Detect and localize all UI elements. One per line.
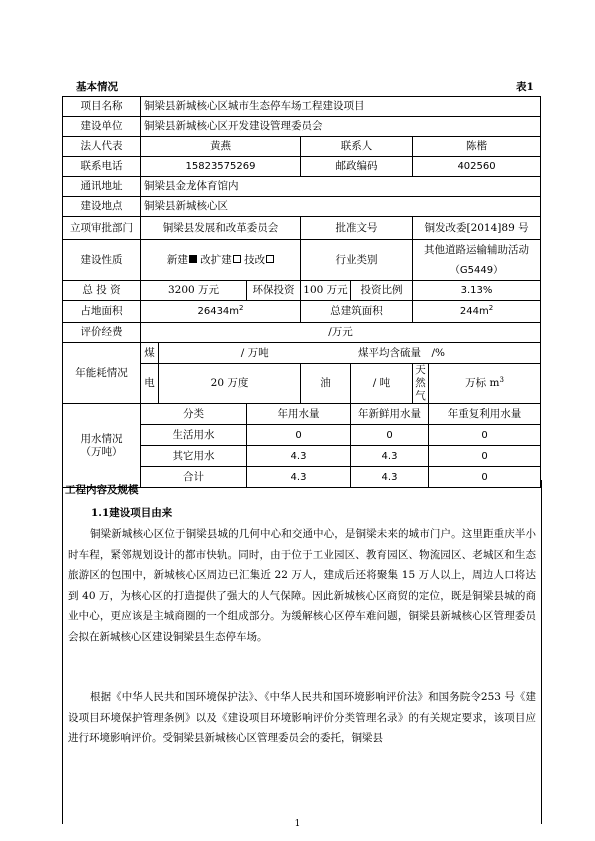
row-unit [63, 117, 541, 137]
unit-value: 铜梁县新城核心区开发建设管理委员会 [141, 117, 541, 137]
industry-value [413, 240, 541, 281]
water-fresh: 4.3 [351, 467, 429, 488]
water-annual: 0 [247, 425, 351, 446]
env-invest-value: 100 万元 [301, 281, 351, 301]
area-value [141, 301, 301, 323]
area-number: 26434m [197, 306, 240, 317]
sulfur-value: /% [429, 343, 541, 364]
water-annual: 4.3 [247, 467, 351, 488]
page-number: 1 [294, 819, 301, 829]
water-reuse: 0 [429, 467, 541, 488]
water-header-reuse: 年重复利用水量 [429, 404, 541, 425]
approval-doc-label: 批准文号 [301, 217, 413, 240]
industry-value-line2: （G5449） [449, 264, 504, 276]
row-site [63, 197, 541, 217]
contact-value: 陈楷 [413, 137, 541, 157]
project-name-value: 铜梁县新城核心区城市生态停车场工程建设项目 [141, 97, 541, 117]
floor-area-number: 244m [459, 306, 489, 317]
water-reuse: 0 [429, 446, 541, 467]
env-invest-label: 环保投资 [247, 281, 301, 301]
subsection-title: 1.1建设项目由来 [91, 507, 173, 519]
row-energy-coal [63, 343, 541, 364]
gas-unit-sup: 3 [499, 376, 504, 384]
legal-rep-value: 黄燕 [141, 137, 301, 157]
site-value: 铜梁县新城核心区 [141, 197, 541, 217]
project-name-label: 项目名称 [63, 97, 141, 117]
ratio-label: 投资比例 [351, 281, 413, 301]
nature-options [141, 240, 301, 281]
unit-label: 建设单位 [63, 117, 141, 137]
elec-value: 20 万度 [159, 364, 301, 404]
legal-rep-label: 法人代表 [63, 137, 141, 157]
table-number: 表1 [516, 81, 534, 93]
water-fresh: 4.3 [351, 446, 429, 467]
row-water-header [63, 404, 541, 425]
row-phone [63, 157, 541, 177]
water-fresh: 0 [351, 425, 429, 446]
oil-label: 油 [301, 364, 351, 404]
nature-tech-label: 技改 [244, 253, 266, 266]
water-category: 合计 [141, 467, 247, 488]
water-category: 其它用水 [141, 446, 247, 467]
approval-dept-value: 铜梁县发展和改革委员会 [141, 217, 301, 240]
row-legal-rep [63, 137, 541, 157]
eval-fee-label: 评价经费 [63, 323, 141, 343]
investment-value: 3200 万元 [141, 281, 247, 301]
water-header-category: 分类 [141, 404, 247, 425]
coal-label: 煤 [141, 343, 159, 364]
area-label: 占地面积 [63, 301, 141, 323]
basic-info-table [62, 96, 541, 488]
coal-value: / 万吨 [159, 343, 351, 364]
gas-number: 万标 m [465, 377, 500, 389]
row-approval [63, 217, 541, 240]
area-unit-sup: 2 [239, 304, 244, 312]
nature-expand-label: 改扩建 [200, 253, 232, 266]
section-header-title: 基本情况 [76, 81, 118, 93]
ratio-value: 3.13% [413, 281, 541, 301]
row-project-name [63, 97, 541, 117]
phone-label: 联系电话 [63, 157, 141, 177]
address-value: 铜梁县金龙体育馆内 [141, 177, 541, 197]
water-label-line2: （万吨） [80, 445, 123, 458]
paragraph-origin: 铜梁新城核心区位于铜梁县城的几何中心和交通中心，是铜梁未来的城市门户。这里距重庆半小时车程，紧邻规划设计的都市快轨。同时，由于位于工业园区、教育园区、物流园区、老城区和生态旅游区的包围中，新城核心区周边已汇集近 22 万人，建成后还将聚集 15 万人以上，周边人口将达到 40 万，为核心区的打造提供了强大的人气保障。因此新城核心区商贸的定位，既是铜梁县城的商业中心，更应该是主城商圈的一个组成部分。为缓解核心区停车难问题，铜梁县新城核心区管理委员会拟在新城核心区建设铜梁县生态停车场。 [68, 528, 536, 643]
section-title: 工程内容及规模 [65, 484, 139, 496]
project-content-section [62, 480, 542, 824]
water-reuse: 0 [429, 425, 541, 446]
gas-value [429, 364, 541, 404]
investment-label: 总 投 资 [63, 281, 141, 301]
nature-new-label: 新建 [166, 253, 188, 266]
industry-value-line1: 其他道路运输辅助活动 [424, 243, 530, 256]
postcode-value: 402560 [413, 157, 541, 177]
phone-value: 15823575269 [141, 157, 301, 177]
checkbox-filled-icon [189, 255, 197, 263]
gas-label: 天然气 [413, 364, 429, 404]
oil-value: / 吨 [351, 364, 413, 404]
water-annual: 4.3 [247, 446, 351, 467]
contact-label: 联系人 [301, 137, 413, 157]
approval-dept-label: 立项审批部门 [63, 217, 141, 240]
eval-fee-value: /万元 [141, 323, 541, 343]
water-header-fresh: 年新鲜用水量 [351, 404, 429, 425]
industry-label: 行业类别 [301, 240, 413, 281]
floor-area-label: 总建筑面积 [301, 301, 413, 323]
water-label-line1: 用水情况 [80, 432, 123, 445]
checkbox-empty-icon [266, 255, 274, 263]
water-header-annual: 年用水量 [247, 404, 351, 425]
paragraph-legal-basis: 根据《中华人民共和国环境保护法》、《中华人民共和国环境影响评价法》和国务院令253 号《建设项目环境保护管理条例》以及《建设项目环境影响评价分类管理名录》的有关规定要求，该项目应进行环境影响评价。受铜梁县新城核心区管理委员会的委托，铜梁县 [68, 691, 536, 745]
floor-area-unit-sup: 2 [488, 304, 494, 312]
site-label: 建设地点 [63, 197, 141, 217]
row-investment [63, 281, 541, 301]
approval-doc-value: 铜发改委[2014]89 号 [413, 217, 541, 240]
energy-label: 年能耗情况 [63, 343, 141, 404]
row-area [63, 301, 541, 323]
nature-label: 建设性质 [63, 240, 141, 281]
row-eval-fee [63, 323, 541, 343]
address-label: 通讯地址 [63, 177, 141, 197]
postcode-label: 邮政编码 [301, 157, 413, 177]
row-nature [63, 240, 541, 281]
checkbox-empty-icon [233, 255, 241, 263]
water-category: 生活用水 [141, 425, 247, 446]
sulfur-label: 煤平均含硫量 [351, 343, 429, 364]
row-address [63, 177, 541, 197]
elec-label: 电 [141, 364, 159, 404]
water-label [63, 404, 141, 488]
floor-area-value [413, 301, 541, 323]
